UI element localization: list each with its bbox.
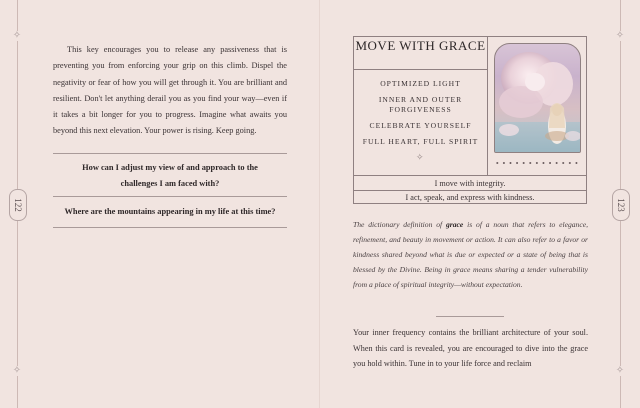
flower-figure-illustration bbox=[495, 44, 580, 152]
divider bbox=[436, 316, 504, 317]
oracle-card bbox=[353, 36, 587, 204]
left-body-text: This key encourages you to release any passiveness that is preventing you from enforcing your grip on this climb. Dispel the negativity or fear of how you will get through it. You are brilliant and resilient. Don't let anything derail you as you find your way—even if it takes a bit longer for you to progress. Imagine what awaits you beyond this next elevation. Your power is rising. Keep going. bbox=[53, 45, 287, 136]
card-text-column bbox=[354, 37, 488, 175]
card-theme: OPTIMIZED LIGHT bbox=[380, 79, 461, 88]
divider bbox=[354, 69, 487, 70]
divider bbox=[354, 175, 586, 176]
definition-paragraph: The dictionary definition of grace is of a noun that refers to elegance, refinement, and beauty in movement or action. It can also refer to a favor or kindness shared beyond what is due or expected or a state of being that is blessed by the Divine. Being in grace means sharing a tender vulnerability from a place of spiritual integrity—without expectation. bbox=[353, 220, 588, 289]
sparkle-icon: ✧ bbox=[12, 365, 22, 376]
card-theme: INNER AND OUTER FORGIVENESS bbox=[378, 95, 463, 114]
card-theme: FULL HEART, FULL SPIRIT bbox=[362, 137, 479, 146]
divider bbox=[53, 153, 287, 154]
page-number-left: 122 bbox=[9, 189, 27, 221]
defined-term: grace bbox=[445, 220, 464, 229]
card-artwork bbox=[494, 43, 581, 153]
card-affirmation: I move with integrity. bbox=[434, 179, 506, 188]
sparkle-icon: ✧ bbox=[12, 30, 22, 41]
right-body-text: Your inner frequency contains the brilliant architecture of your soul. When this card is revealed, you are encouraged to dive into the grace you hold within. Tune in to your life force and reclaim bbox=[353, 328, 588, 369]
divider bbox=[53, 227, 287, 228]
reflection-question: How can I adjust my view of and approach to the challenges I am faced with? bbox=[82, 163, 258, 188]
book-spine bbox=[319, 0, 320, 408]
sparkle-icon: ✧ bbox=[615, 365, 625, 376]
reflection-question: Where are the mountains appearing in my life at this time? bbox=[64, 207, 276, 216]
divider bbox=[53, 196, 287, 197]
sparkle-icon: ✧ bbox=[416, 153, 424, 163]
card-affirmation: I act, speak, and express with kindness. bbox=[405, 193, 535, 202]
sparkle-icon: ✧ bbox=[615, 30, 625, 41]
card-title: MOVE WITH GRACE bbox=[355, 38, 486, 53]
dotted-ornament bbox=[494, 161, 580, 165]
page-number-right: 123 bbox=[612, 189, 630, 221]
card-art-column bbox=[487, 37, 586, 175]
card-theme: CELEBRATE YOURSELF bbox=[369, 121, 472, 130]
